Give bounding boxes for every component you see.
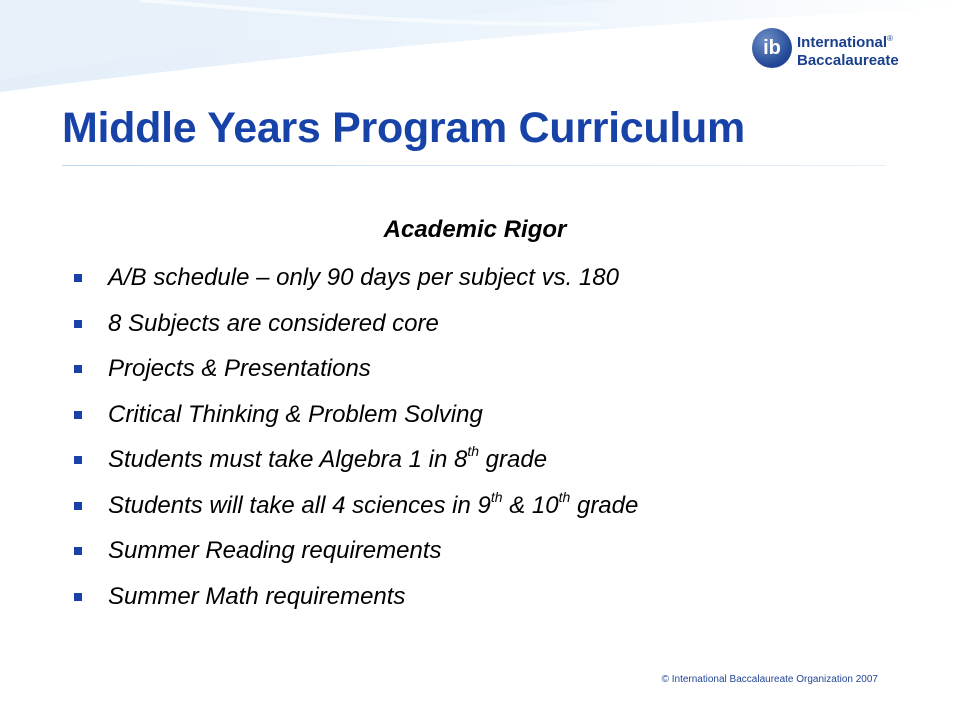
- square-bullet-icon: [74, 547, 82, 555]
- bullet-text: [108, 581, 405, 613]
- logo-wordmark: [797, 30, 907, 70]
- bullet-text-segment: Critical Thinking & Problem Solving: [108, 400, 483, 428]
- logo-registered-mark: ®: [887, 34, 893, 43]
- square-bullet-icon: [74, 274, 82, 282]
- ib-logo: [752, 26, 902, 72]
- bullet-text-segment: 8 Subjects are considered core: [108, 309, 439, 337]
- bullet-text-segment: & 10: [502, 491, 559, 519]
- bullet-text-segment: Students must take Algebra 1 in 8: [108, 446, 468, 473]
- bullet-text: [108, 308, 439, 340]
- square-bullet-icon: [74, 411, 82, 419]
- bullet-text: [108, 353, 371, 385]
- logo-line-international: International: [797, 34, 888, 51]
- bullet-text: [108, 444, 547, 476]
- square-bullet-icon: [74, 593, 82, 601]
- slide-subtitle: Academic Rigor: [383, 216, 567, 243]
- square-bullet-icon: [74, 365, 82, 373]
- bullet-text: [108, 262, 619, 294]
- ordinal-superscript: th: [490, 488, 503, 505]
- logo-line-baccalaureate: Baccalaureate: [797, 52, 899, 69]
- bullet-text-segment: grade: [570, 491, 639, 519]
- bullet-text: [108, 490, 638, 522]
- square-bullet-icon: [74, 456, 82, 464]
- copyright-footer: © International Baccalaureate Organization 2007: [661, 674, 878, 685]
- ib-logo-icon: ib: [752, 28, 792, 68]
- bullet-text-segment: A/B schedule – only 90 days per subject vs. 180: [108, 264, 619, 291]
- bullet-text: [108, 535, 441, 567]
- bullet-text: [108, 399, 483, 431]
- slide-title: Middle Years Program Curriculum: [62, 104, 745, 152]
- bullet-text-segment: Summer Reading requirements: [108, 537, 442, 564]
- bullet-text-segment: Students will take all 4 sciences in 9: [108, 491, 491, 519]
- bullet-text-segment: Projects & Presentations: [108, 355, 371, 382]
- ordinal-superscript: th: [558, 488, 571, 505]
- square-bullet-icon: [74, 502, 82, 510]
- bullet-text-segment: Summer Math requirements: [108, 582, 406, 610]
- bullet-text-segment: grade: [479, 446, 548, 473]
- square-bullet-icon: [74, 320, 82, 328]
- ordinal-superscript: th: [467, 443, 480, 459]
- title-divider: [62, 165, 886, 166]
